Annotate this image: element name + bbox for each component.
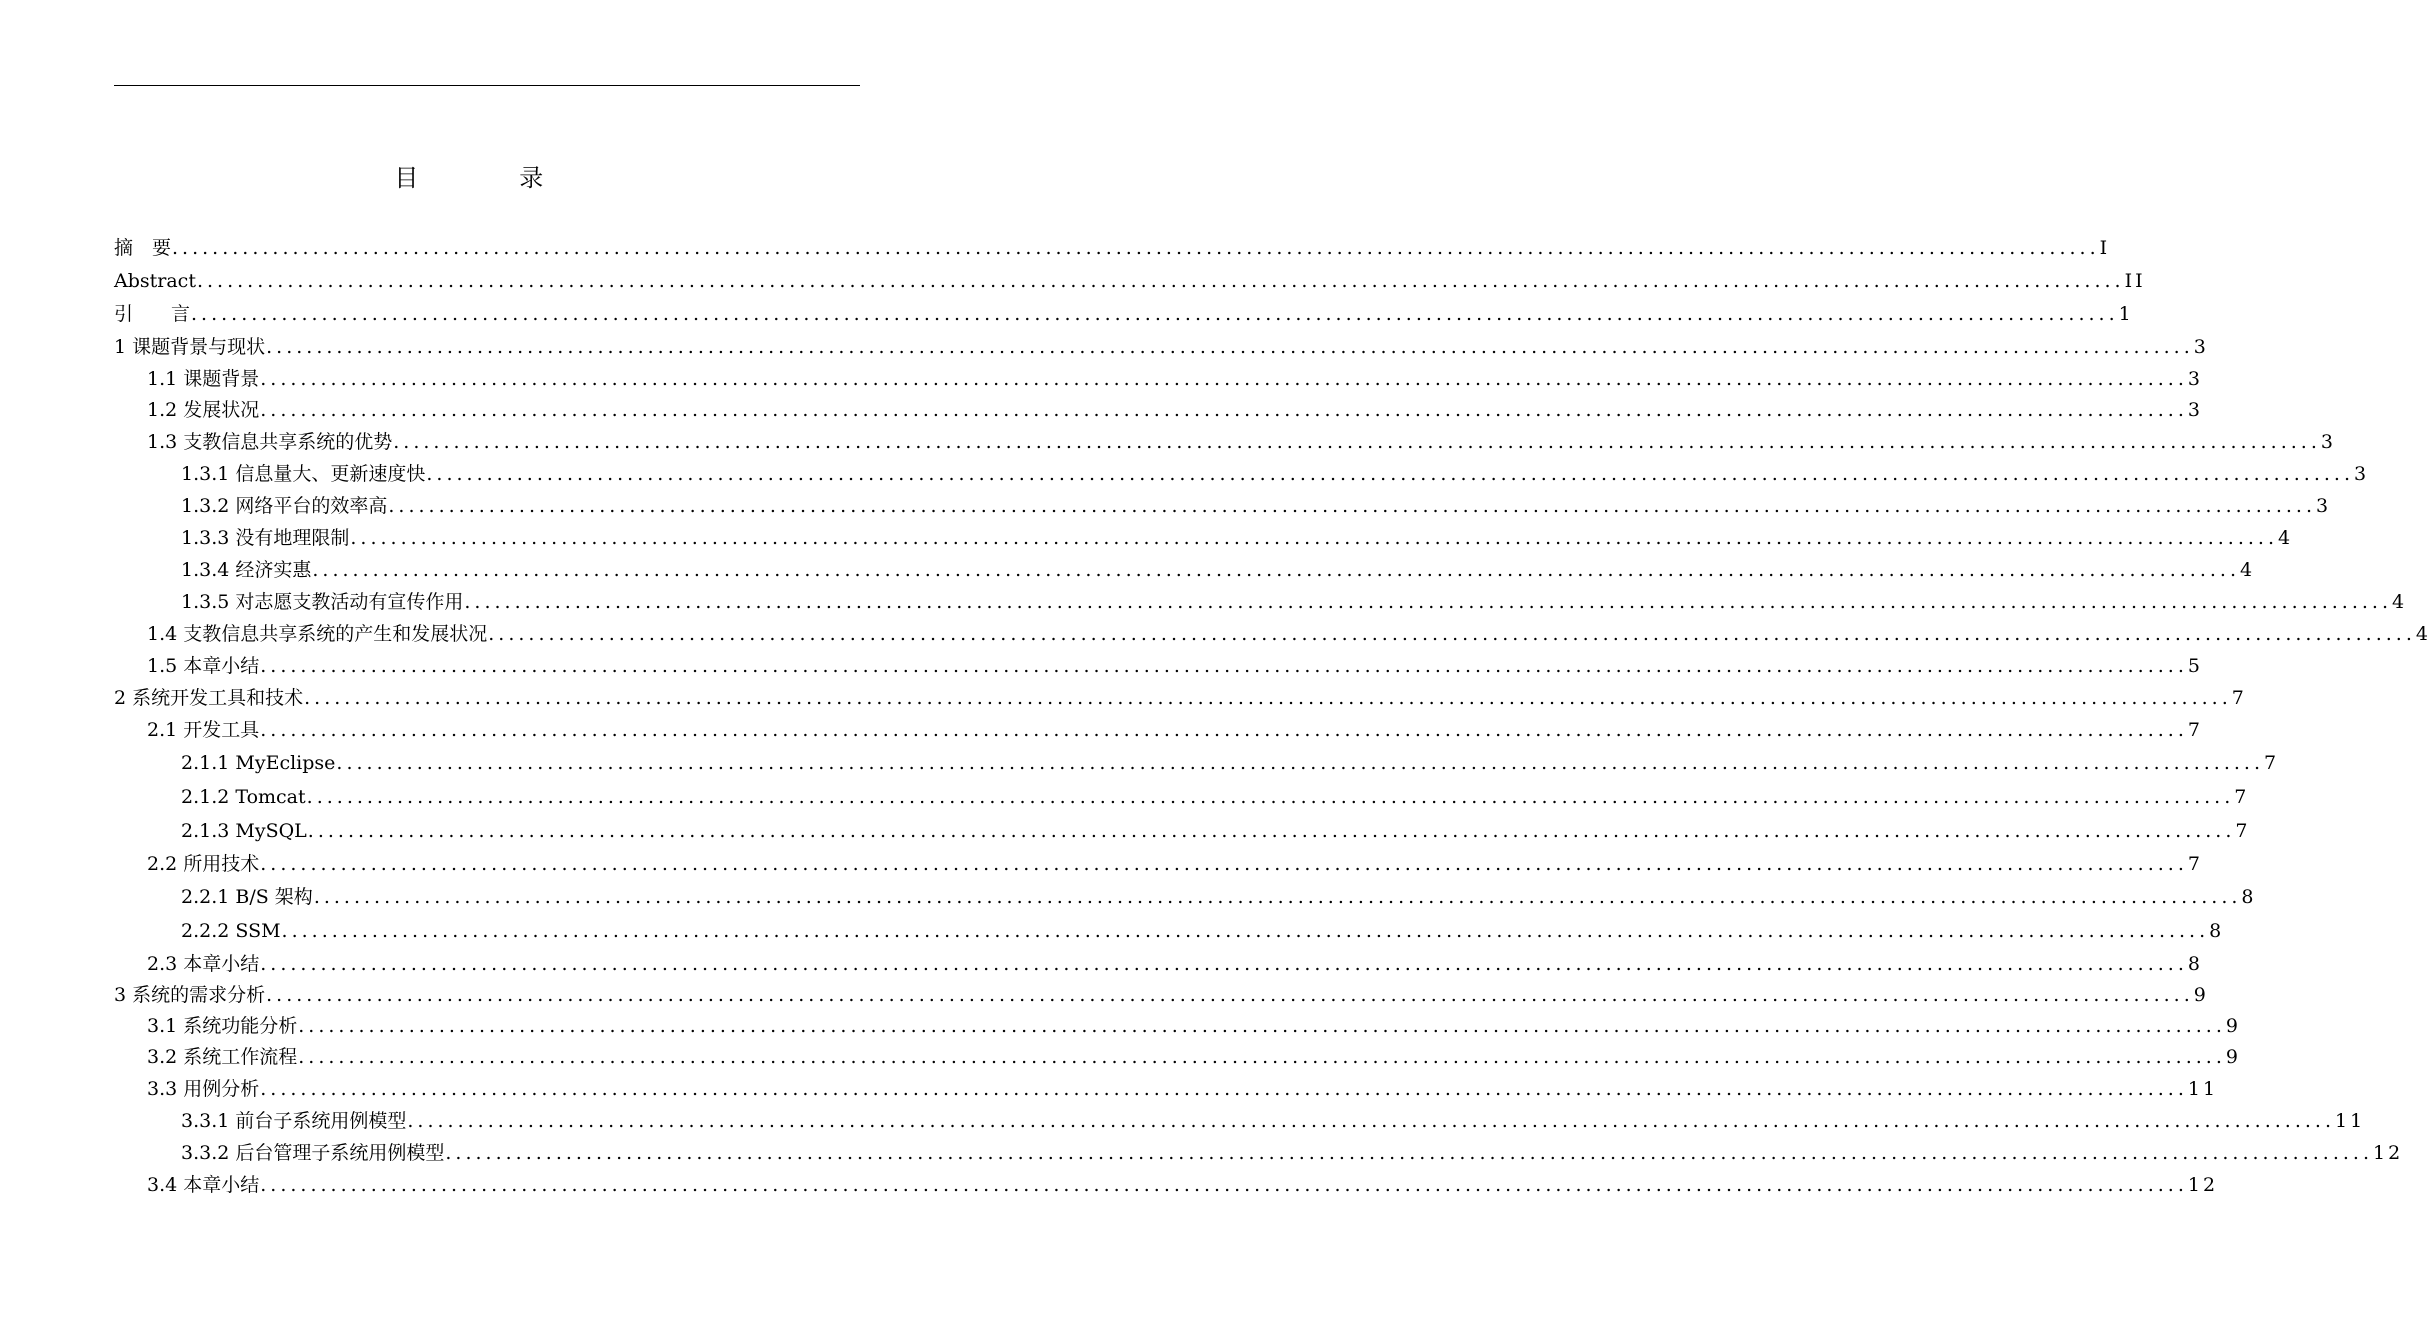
- toc-dot-leader: [259, 395, 2188, 426]
- toc-dot-leader: [392, 426, 2321, 458]
- toc-entry-label: 1.5 本章小结: [147, 655, 260, 677]
- toc-entry-page: 4: [2415, 623, 2431, 645]
- toc-entry-label: 3.3 用例分析: [147, 1078, 260, 1100]
- toc-entry[interactable]: [114, 1042, 2241, 1073]
- toc-entry[interactable]: [114, 363, 2203, 395]
- toc-entry[interactable]: [114, 1169, 2219, 1201]
- toc-dot-leader: [335, 746, 2264, 780]
- toc-dot-leader: [171, 232, 2100, 265]
- toc-entry[interactable]: [114, 848, 2203, 880]
- toc-dot-leader: [487, 618, 2416, 650]
- toc-entry-page: 4: [2239, 559, 2256, 581]
- table-of-contents: [114, 232, 2431, 1201]
- toc-entry-label: 3 系统的需求分析: [114, 984, 266, 1006]
- toc-entry-label: 2.1.3 MySQL: [181, 820, 307, 842]
- toc-dot-leader: [259, 363, 2188, 395]
- toc-entry[interactable]: [114, 395, 2203, 426]
- toc-entry-page: II: [2124, 270, 2146, 292]
- toc-dot-leader: [306, 780, 2235, 814]
- toc-dot-leader: [463, 586, 2392, 618]
- toc-entry[interactable]: [114, 780, 2250, 814]
- toc-entry-label: 1.3.3 没有地理限制: [181, 527, 350, 549]
- toc-entry-page: 7: [2231, 687, 2247, 709]
- toc-dot-leader: [196, 265, 2125, 298]
- toc-entry-page: 7: [2235, 820, 2251, 842]
- toc-entry[interactable]: [114, 490, 2332, 522]
- toc-entry[interactable]: [114, 746, 2280, 780]
- toc-entry[interactable]: [114, 1105, 2366, 1137]
- toc-dot-leader: [349, 522, 2278, 554]
- toc-dot-leader: [387, 490, 2316, 522]
- toc-entry[interactable]: [114, 331, 2209, 363]
- toc-entry-label: 1.3 支教信息共享系统的优势: [147, 431, 393, 453]
- toc-dot-leader: [259, 948, 2188, 980]
- toc-entry-label: Abstract: [114, 270, 196, 292]
- toc-entry-page: 12: [2372, 1142, 2404, 1164]
- toc-entry-label: 1.2 发展状况: [147, 399, 260, 421]
- toc-entry-page: 8: [2241, 886, 2257, 908]
- toc-entry-label: 2.2 所用技术: [147, 853, 260, 875]
- toc-entry-page: 7: [2187, 719, 2203, 741]
- toc-entry-page: 12: [2187, 1174, 2219, 1196]
- toc-dot-leader: [259, 714, 2188, 746]
- toc-entry[interactable]: [114, 232, 2111, 265]
- toc-entry[interactable]: [114, 586, 2408, 618]
- toc-dot-leader: [190, 298, 2119, 331]
- toc-entry-label: 2.1 开发工具: [147, 719, 260, 741]
- toc-entry-page: 3: [2187, 368, 2203, 390]
- toc-entry-label: 1.3.5 对志愿支教活动有宣传作用: [181, 591, 464, 613]
- toc-entry-label: 摘 要: [114, 237, 172, 259]
- toc-entry[interactable]: [114, 1137, 2404, 1169]
- toc-dot-leader: [406, 1105, 2335, 1137]
- toc-entry-label: 2.1.1 MyEclipse: [181, 752, 336, 774]
- toc-entry[interactable]: [114, 980, 2209, 1011]
- toc-entry-page: I: [2099, 237, 2111, 259]
- toc-entry-label: 1.3.1 信息量大、更新速度快: [181, 463, 426, 485]
- toc-entry[interactable]: [114, 1073, 2219, 1105]
- toc-entry-label: 1.1 课题背景: [147, 368, 260, 390]
- toc-entry-page: 8: [2187, 953, 2203, 975]
- toc-entry-page: 3: [2193, 336, 2209, 358]
- toc-entry-page: 7: [2234, 786, 2250, 808]
- toc-entry[interactable]: [114, 1011, 2241, 1042]
- toc-entry-label: 1 课题背景与现状: [114, 336, 266, 358]
- toc-dot-leader: [259, 848, 2188, 880]
- toc-entry-label: 引 言: [114, 303, 191, 325]
- toc-entry[interactable]: [114, 458, 2370, 490]
- toc-entry-page: 3: [2320, 431, 2336, 453]
- toc-dot-leader: [444, 1137, 2373, 1169]
- toc-entry[interactable]: [114, 554, 2256, 586]
- toc-entry-page: 4: [2391, 591, 2408, 613]
- toc-entry-label: 2.3 本章小结: [147, 953, 260, 975]
- toc-entry-page: 9: [2225, 1015, 2241, 1037]
- toc-dot-leader: [425, 458, 2354, 490]
- toc-entry-label: 2 系统开发工具和技术: [114, 687, 304, 709]
- toc-entry[interactable]: [114, 682, 2247, 714]
- toc-entry[interactable]: [114, 426, 2336, 458]
- toc-entry[interactable]: [114, 880, 2257, 914]
- toc-entry-page: 1: [2118, 303, 2134, 325]
- toc-entry-label: 1.3.2 网络平台的效率高: [181, 495, 388, 517]
- toc-dot-leader: [307, 814, 2236, 848]
- toc-entry-page: 8: [2209, 920, 2225, 942]
- toc-dot-leader: [311, 554, 2240, 586]
- toc-dot-leader: [297, 1042, 2226, 1073]
- toc-entry[interactable]: [114, 650, 2203, 682]
- toc-entry-label: 2.2.2 SSM: [181, 920, 281, 942]
- toc-entry[interactable]: [114, 914, 2225, 948]
- toc-entry[interactable]: [114, 714, 2203, 746]
- toc-entry[interactable]: [114, 618, 2431, 650]
- toc-entry-label: 1.4 支教信息共享系统的产生和发展状况: [147, 623, 488, 645]
- page-title: 目 录: [394, 164, 582, 192]
- toc-entry[interactable]: [114, 948, 2203, 980]
- toc-dot-leader: [297, 1011, 2226, 1042]
- header-rule: [114, 85, 860, 86]
- toc-entry-label: 3.3.2 后台管理子系统用例模型: [181, 1142, 445, 1164]
- toc-entry-page: 11: [2187, 1078, 2219, 1100]
- toc-entry-page: 11: [2334, 1110, 2366, 1132]
- toc-dot-leader: [281, 914, 2210, 948]
- toc-entry-page: 7: [2264, 752, 2280, 774]
- toc-entry-page: 3: [2315, 495, 2332, 517]
- toc-entry-page: 4: [2277, 527, 2294, 549]
- toc-entry-label: 2.2.1 B/S 架构: [181, 886, 313, 908]
- toc-entry[interactable]: [114, 814, 2251, 848]
- toc-dot-leader: [313, 880, 2242, 914]
- toc-dot-leader: [265, 980, 2194, 1011]
- toc-entry-page: 9: [2193, 984, 2209, 1006]
- toc-dot-leader: [259, 1073, 2188, 1105]
- toc-dot-leader: [259, 650, 2188, 682]
- toc-entry-label: 1.3.4 经济实惠: [181, 559, 312, 581]
- toc-entry-page: 3: [2187, 399, 2203, 421]
- toc-dot-leader: [259, 1169, 2188, 1201]
- toc-entry-label: 3.3.1 前台子系统用例模型: [181, 1110, 407, 1132]
- toc-entry-page: 5: [2187, 655, 2203, 677]
- toc-entry-page: 9: [2225, 1046, 2241, 1068]
- toc-entry-page: 7: [2187, 853, 2203, 875]
- toc-entry-page: 3: [2353, 463, 2370, 485]
- toc-entry-label: 3.2 系统工作流程: [147, 1046, 298, 1068]
- toc-entry[interactable]: [114, 522, 2294, 554]
- toc-entry[interactable]: [114, 265, 2146, 298]
- toc-entry-label: 3.1 系统功能分析: [147, 1015, 298, 1037]
- toc-dot-leader: [265, 331, 2194, 363]
- toc-entry[interactable]: [114, 298, 2134, 331]
- toc-dot-leader: [303, 682, 2232, 714]
- toc-entry-label: 3.4 本章小结: [147, 1174, 260, 1196]
- toc-entry-label: 2.1.2 Tomcat: [181, 786, 306, 808]
